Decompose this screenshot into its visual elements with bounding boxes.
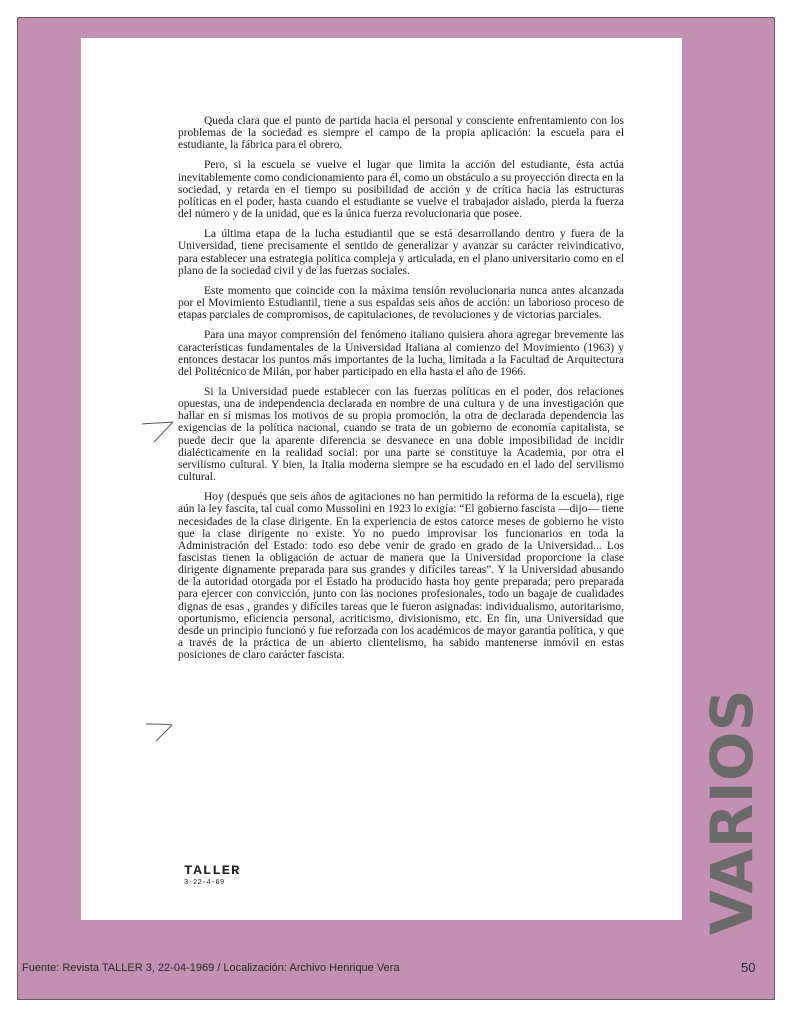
page-number: 50 <box>741 960 756 975</box>
paragraph: Este momento que coincide con la máxima tensión revolucionaria nunca antes alcanzada por el Movimiento Estudiantil, tiene a sus espaldas seis años de acción: un laborioso proceso de etapas parciales de compromisos, de capitulaciones, de revoluciones y de victorias parciales. <box>178 284 624 322</box>
source-caption: Fuente: Revista TALLER 3, 22-04-1969 / Localización: Archivo Henrique Vera <box>22 962 400 974</box>
paragraph: Pero, si la escuela se vuelve el lugar que limita la acción del estudiante, ésta actúa inevitablemente como condicionamiento para él, como un obstáculo a su proyección directa en la sociedad, y retarda en el tiempo su posibilidad de acción y de crítica hacia las estructuras políticas en el poder, hasta cuando el estudiante se vuelve el trabajador aislado, pierda la fuerza del número y de la unidad, que es la única fuerza revolucionaria que posee. <box>178 159 624 221</box>
paragraph: Si la Universidad puede establecer con las fuerzas políticas en el poder, dos relaciones opuestas, una de independencia declarada en nombre de una cultura y de una investigación que hallar en sí mismas los motivos de su propia promoción, la otra de declarada dependencia las exigencias de la política nacional, cuando se trata de un gobierno de economía capitalista, se puede decir que la aparente diferencia se desvanece en una doble imposibilidad de incidir dialécticamente en la realidad social: por una parte se constituye la Academia, por otra el servilismo cultural. Y bien, la Italia moderna siempre se ha escudado en el lado del servilismo cultural. <box>178 385 624 484</box>
paragraph: Hoy (después que seis años de agitaciones no han permitido la reforma de la escuela), rige aún la ley fascita, tal cual como Mussolini en 1923 lo exigía: “El gobierno fascista —dijo— tiene necesidades de la clase dirigente. En la experiencia de estos catorce meses de gobierno he visto que la clase dirigente no existe. Yo no puedo improvisar los funcionarios en toda la Administración del Estado: todo eso debe venir de grado en grado de la Universidad... Los fascistas tienen la obligación de actuar de manera que la Universidad proporcione la clase dirigente dignamente preparada para sus grandes y difíciles tareas”. Y la Universidad abusando de la autoridad otorgada por el Estado ha producido hasta hoy gente preparada; pero preparada para ejercer con convicción, junto con las nociones profesionales, todo un bagaje de cualidades dignas de esas , grandes y difíciles tareas que le fueron asignadas: individualismo, autoritarismo, oportunismo, eficiencia personal, acriticismo, divisionismo, etc. En fin, una Universidad que desde un principio funcionó y fue reforzada con los académicos de mayor garantía política, y que a través de la práctica de un abierto clientelismo, ha sabido mantenerse inmóvil en estas posiciones de claro carácter fascista. <box>178 491 624 662</box>
paragraph: La última etapa de la lucha estudiantil que se está desarrollando dentro y fuera de la Universidad, tiene precisamente el sentido de generalizar y avanzar su carácter reivindicativo, para establecer una estrategia política compleja y articulada, en el plano universitario como en el plano de la sociedad civil y de las fuerzas sociales. <box>178 228 624 277</box>
logo-brand: TALLER <box>184 863 241 879</box>
margin-arrow-icon <box>144 718 176 744</box>
taller-logo <box>184 864 244 892</box>
article-body <box>178 115 624 661</box>
paragraph: Queda clara que el punto de partida hacia el personal y consciente enfrentamiento con los problemas de la sociedad es siempre el campo de la propia aplicación: la escuela para el estudiante, la fábrica para el obrero. <box>178 115 624 152</box>
margin-arrow-icon <box>140 414 176 444</box>
logo-date: 3-22-4-69 <box>184 879 225 887</box>
section-label <box>698 688 767 935</box>
section-label-text: VARIOS <box>698 688 767 935</box>
paragraph: Para una mayor comprensión del fenómeno italiano quisiera ahora agregar brevemente las características fundamentales de la Universidad Italiana al comienzo del Movimiento (1963) y entonces destacar los puntos más importantes de la lucha, limitada a la Facultad de Arquitectura del Politécnico de Milán, por haber participado en ella hasta el año de 1966. <box>178 329 624 378</box>
